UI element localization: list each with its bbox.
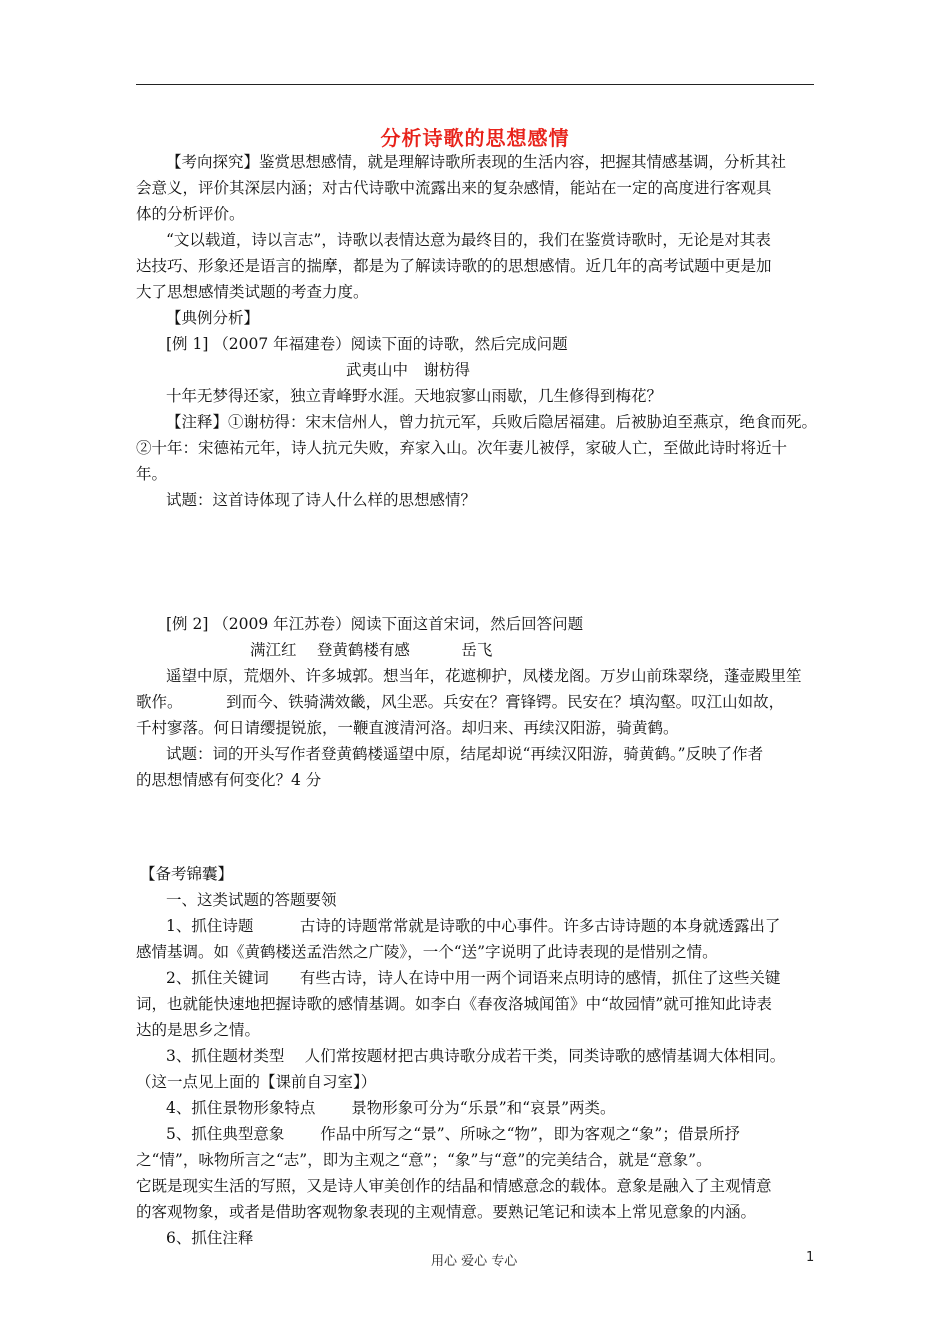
paragraph-line: 它既是现实生活的写照，又是诗人审美创作的结晶和情感意念的载体。意象是融入了主观情意 (136, 1177, 772, 1195)
paragraph-line: 1、抓住诗题 古诗的诗题常常就是诗歌的中心事件。许多古诗诗题的本身就透露出了 (166, 917, 781, 935)
paragraph-line: 大了思想感情类试题的考查力度。 (136, 283, 369, 301)
poem-title: 武夷山中 谢枋得 (346, 361, 471, 379)
paragraph-line: 3、抓住题材类型 人们常按题材把古典诗歌分成若干类，同类诗歌的感情基调大体相同。 (166, 1047, 786, 1065)
paragraph-line: 之“情”，咏物所言之“志”，即为主观之“意”；“象”与“意”的完美结合，就是“意象”。 (136, 1151, 712, 1169)
question-line: 的思想情感有何变化？4 分 (136, 771, 322, 789)
note-line: 年。 (136, 465, 168, 483)
paragraph-line: 的客观物象，或者是借助客观物象表现的主观情意。要熟记笔记和读本上常见意象的内涵。 (136, 1203, 757, 1221)
poem-text: 歌作。 到而今、铁骑满效畿，风尘恶。兵安在？膏锋锷。民安在？填沟壑。叹江山如故， (136, 693, 785, 711)
paragraph-line: 达的是思乡之情。 (136, 1021, 261, 1039)
example-heading: [例 1] （2007 年福建卷）阅读下面的诗歌，然后完成问题 (166, 335, 568, 353)
example-heading: [例 2] （2009 年江苏卷）阅读下面这首宋词，然后回答问题 (166, 615, 584, 633)
paragraph-line: 4、抓住景物形象特点 景物形象可分为“乐景”和“哀景”两类。 (166, 1099, 616, 1117)
footer-motto: 用心 爱心 专心 (431, 1254, 518, 1269)
paragraph-line: 会意义，评价其深层内涵；对古代诗歌中流露出来的复杂感情，能站在一定的高度进行客观具 (136, 179, 772, 197)
paragraph-line: 体的分析评价。 (136, 205, 245, 223)
section-heading: 【典例分析】 (166, 309, 260, 327)
note-line: ②十年：宋德祐元年，诗人抗元失败，弃家入山。次年妻儿被俘，家破人亡，至做此诗时将近十 (136, 439, 788, 457)
section-heading: 【备考锦囊】 (140, 865, 234, 883)
paragraph-line: 达技巧、形象还是语言的揣摩，都是为了解读诗歌的的思想感情。近几年的高考试题中更是加 (136, 257, 772, 275)
poem-title: 满江红 登黄鹤楼有感 岳飞 (250, 641, 493, 659)
paragraph-line: 感情基调。如《黄鹤楼送孟浩然之广陵》，一个“送”字说明了此诗表现的是惜别之情。 (136, 943, 718, 961)
paragraph-line: “文以载道，诗以言志”，诗歌以表情达意为最终目的，我们在鉴赏诗歌时，无论是对其表 (166, 231, 771, 249)
question-line: 试题：词的开头写作者登黄鹤楼遥望中原，结尾却说“再续汉阳游，骑黄鹤。”反映了作者 (166, 745, 764, 763)
page-number: 1 (806, 1250, 815, 1265)
paragraph-line: 6、抓住注释 (166, 1229, 254, 1247)
paragraph-line: 5、抓住典型意象 作品中所写之“景”、所咏之“物”，即为客观之“象”；借景所抒 (166, 1125, 740, 1143)
poem-text: 千村寥落。何日请缨提锐旅，一鞭直渡清河洛。却归来、再续汉阳游，骑黄鹤。 (136, 719, 679, 737)
poem-text: 遥望中原，荒烟外、许多城郭。想当年，花遮柳护，凤楼龙阁。万岁山前珠翠绕，蓬壶殿里笙 (166, 667, 802, 685)
note-line: 【注释】①谢枋得：宋末信州人，曾力抗元军，兵败后隐居福建。后被胁迫至燕京，绝食而死。 (166, 413, 818, 431)
subsection-heading: 一、这类试题的答题要领 (166, 891, 337, 909)
header-rule (136, 84, 814, 85)
page-title: 分析诗歌的思想感情 (380, 126, 570, 150)
paragraph-line: （这一点见上面的【课前自习室】） (136, 1073, 377, 1091)
question-line: 试题：这首诗体现了诗人什么样的思想感情？ (166, 491, 477, 509)
paragraph-line: 【考向探究】鉴赏思想感情，就是理解诗歌所表现的生活内容，把握其情感基调，分析其社 (166, 153, 787, 171)
poem-text: 十年无梦得还家，独立青峰野水涯。天地寂寥山雨歇，几生修得到梅花？ (166, 387, 663, 405)
paragraph-line: 2、抓住关键词 有些古诗，诗人在诗中用一两个词语来点明诗的感情，抓住了这些关键 (166, 969, 781, 987)
paragraph-line: 词，也就能快速地把握诗歌的感情基调。如李白《春夜洛城闻笛》中“故园情”就可推知此诗表 (136, 995, 772, 1013)
